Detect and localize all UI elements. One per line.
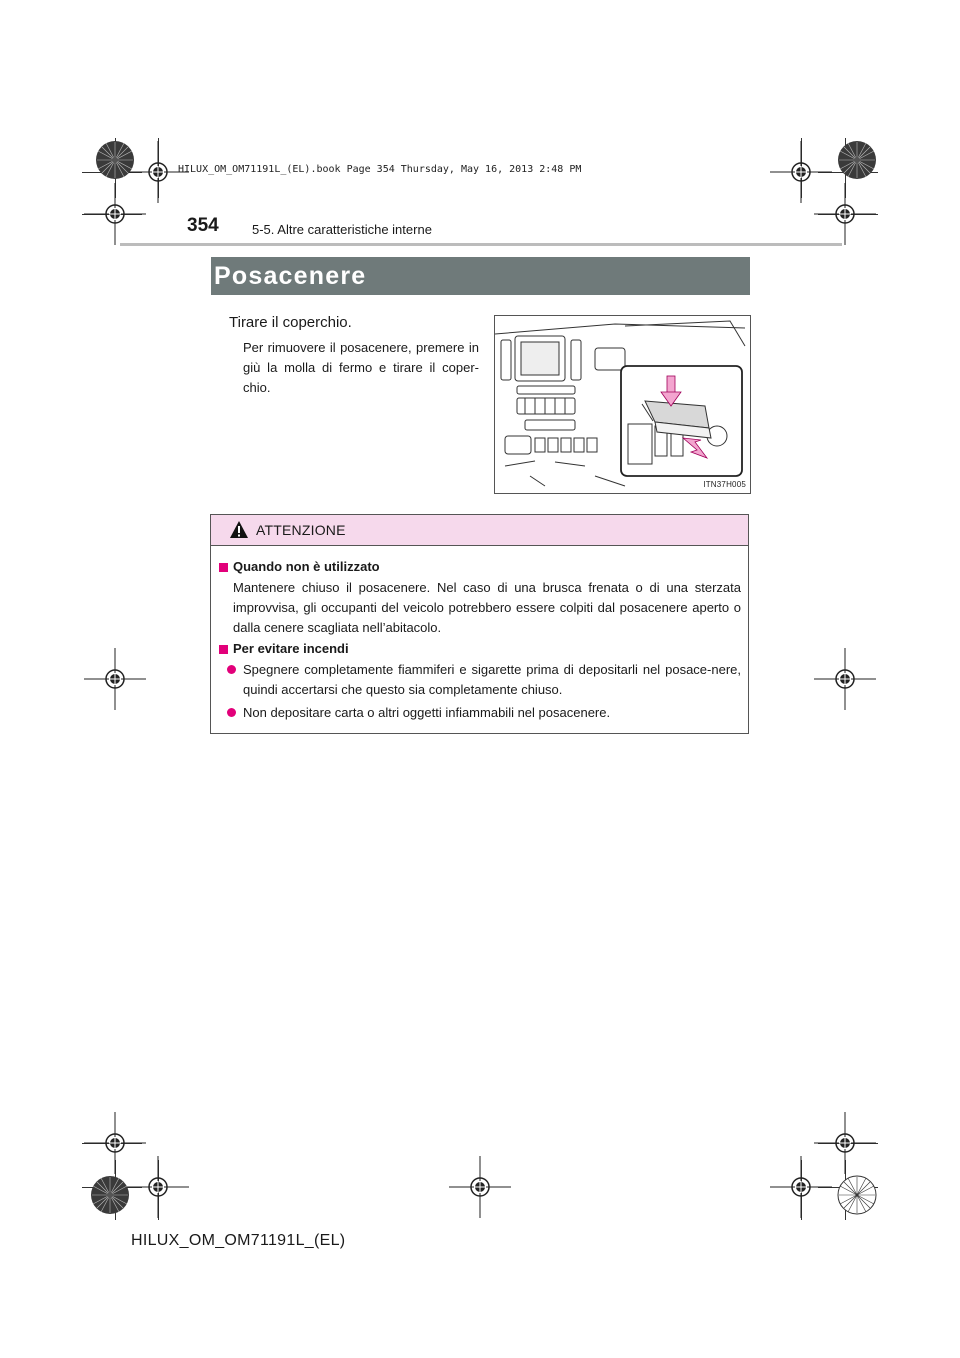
print-stamp: HILUX_OM_OM71191L_(EL).book Page 354 Thursday, May 16, 2013 2:48 PM xyxy=(178,164,582,175)
starburst-disc-icon xyxy=(95,140,135,180)
registration-mark-icon xyxy=(127,1156,189,1218)
step-instruction: Tirare il coperchio. xyxy=(229,314,352,331)
starburst-disc-icon xyxy=(90,1175,130,1215)
page-number: 354 xyxy=(187,215,219,236)
warning-box xyxy=(210,514,749,734)
registration-mark-icon xyxy=(84,183,146,245)
warning-header xyxy=(211,515,748,546)
bullet-dot-icon xyxy=(227,708,236,717)
starburst-disc-icon xyxy=(837,140,877,180)
registration-mark-icon xyxy=(449,1156,511,1218)
registration-mark-icon xyxy=(770,1156,832,1218)
chapter-title: 5-5. Altre caratteristiche interne xyxy=(252,222,432,237)
warning-block-title: Quando non è utilizzato xyxy=(233,559,380,574)
header-divider xyxy=(120,243,842,246)
warning-list-item: Spegnere completamente fiammiferi e sigarette prima di depositarli nel posace-nere, quindi accertarsi che questo sia completamente chiuso. xyxy=(243,662,741,697)
figure-code: ITN37H005 xyxy=(703,480,746,489)
registration-mark-icon xyxy=(84,648,146,710)
ashtray-illustration xyxy=(494,315,751,494)
starburst-disc-icon xyxy=(837,1175,877,1215)
bullet-dot-icon xyxy=(227,665,236,674)
section-title: Posacenere xyxy=(214,262,367,290)
bullet-square-icon xyxy=(219,563,228,572)
registration-mark-icon xyxy=(814,183,876,245)
registration-mark-icon xyxy=(814,648,876,710)
warning-block-text: Mantenere chiuso il posacenere. Nel caso di una brusca frenata o di una sterzata improvvisa, gli occupanti del veicolo potrebbero essere colpiti dal posacenere aperto o dalla cenere scagliata nell’abitacolo. xyxy=(233,580,741,635)
dashboard-drawing xyxy=(495,316,750,493)
warning-triangle-icon xyxy=(229,520,249,539)
model-code: HILUX_OM_OM71191L_(EL) xyxy=(131,1232,346,1249)
section-banner xyxy=(211,257,750,295)
warning-title: ATTENZIONE xyxy=(256,522,346,538)
warning-block-title: Per evitare incendi xyxy=(233,641,349,656)
bullet-square-icon xyxy=(219,645,228,654)
warning-list-item: Non depositare carta o altri oggetti infiammabili nel posacenere. xyxy=(243,705,611,720)
step-note: Per rimuovere il posacenere, premere in giù la molla di fermo e tirare il coper-chio. xyxy=(243,340,479,395)
